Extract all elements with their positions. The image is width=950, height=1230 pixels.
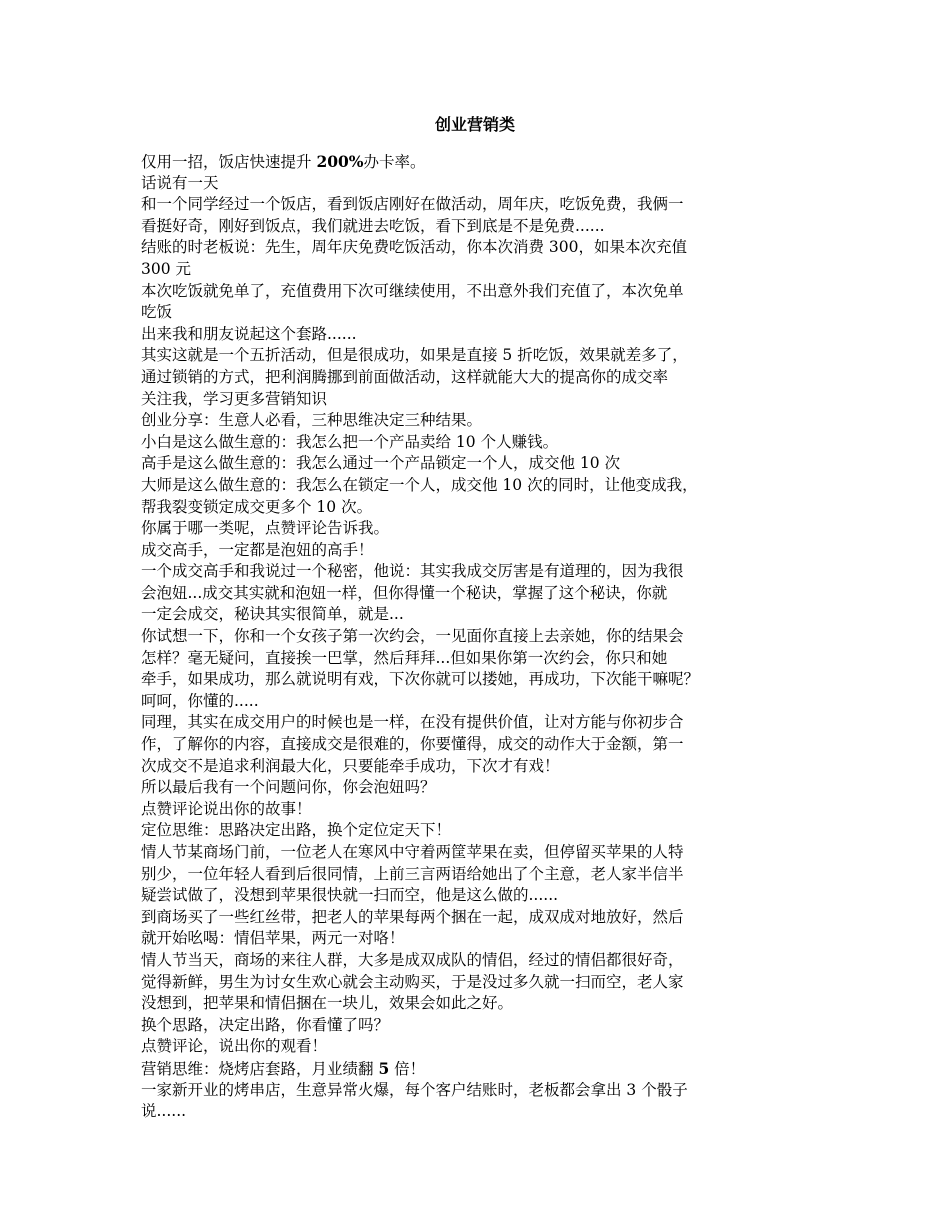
body-line: 情人节当天，商场的来往人群，大多是成双成队的情侣，经过的情侣都很好奇，: [141, 950, 684, 969]
line-text: 办卡率。: [363, 153, 426, 171]
body-line: 说......: [141, 1102, 187, 1121]
body-line: 换个思路，决定出路，你看懂了吗？: [141, 1015, 390, 1034]
body-line: 所以最后我有一个问题问你，你会泡妞吗？: [141, 778, 436, 797]
body-line: [141, 151, 809, 173]
line-text: 营销思维：烧烤店套路，月业绩翻: [141, 1059, 379, 1078]
body-line: 通过锁销的方式，把利润腾挪到前面做活动，这样就能大大的提高你的成交率: [141, 367, 669, 386]
body-line: 高手是这么做生意的：我怎么通过一个产品锁定一个人，成交他 10 次: [141, 454, 621, 473]
document-title: 创业营销类: [434, 115, 515, 134]
line-text: 仅用一招，饭店快速提升: [141, 153, 317, 171]
body-line: 帮我裂变锁定成交更多个 10 次。: [141, 497, 373, 516]
body-line: 怎样？毫无疑问，直接挨一巴掌，然后拜拜...但如果你第一次约会，你只和她: [141, 648, 668, 667]
body-line: 觉得新鲜，男生为讨女生欢心就会主动购买，于是没过多久就一扫而空，老人家: [141, 972, 684, 991]
body-line: 一家新开业的烤串店，生意异常火爆，每个客户结账时，老板都会拿出 3 个骰子: [141, 1080, 688, 1099]
body-line: 别少，一位年轻人看到后很同情，上前三言两语给她出了个主意，老人家半信半: [141, 864, 684, 883]
body-line: 你试想一下，你和一个女孩子第一次约会，一见面你直接上去亲她，你的结果会: [141, 627, 684, 646]
body-line: 本次吃饭就免单了，充值费用下次可继续使用，不出意外我们充值了，本次免单: [141, 281, 684, 300]
body-line: 出来我和朋友说起这个套路......: [141, 324, 357, 343]
body-line: 和一个同学经过一个饭店，看到饭店刚好在做活动，周年庆，吃饭免费，我俩一: [141, 195, 684, 214]
line-text: 倍！: [389, 1059, 426, 1078]
body-line: [141, 1058, 809, 1080]
body-line: 情人节某商场门前，一位老人在寒风中守着两筐苹果在卖，但停留买苹果的人特: [141, 843, 684, 861]
document-body: [141, 151, 809, 1123]
line-bold-text: 200%: [316, 152, 364, 171]
body-line: 就开始吆喝：情侣苹果，两元一对咯！: [141, 929, 405, 948]
body-line: 关注我，学习更多营销知识: [141, 389, 328, 408]
body-line: 定位思维：思路决定出路，换个定位定天下！: [141, 821, 452, 840]
body-line: 同理，其实在成交用户的时候也是一样，在没有提供价值，让对方能与你初步合: [141, 713, 684, 732]
body-line: 点赞评论，说出你的观看！: [141, 1037, 328, 1056]
body-line: 其实这就是一个五折活动，但是很成功，如果是直接 5 折吃饭，效果就差多了，: [141, 346, 688, 365]
body-line: 作，了解你的内容，直接成交是很难的，你要懂得，成交的动作大于金额，第一: [141, 735, 684, 754]
body-line: 看挺好奇，刚好到饭点，我们就进去吃饭，看下到底是不是免费......: [141, 216, 605, 235]
body-line: 没想到，把苹果和情侣捆在一块儿，效果会如此之好。: [141, 994, 514, 1013]
body-line: 结账的时老板说：先生，周年庆免费吃饭活动，你本次消费 300，如果本次充值: [141, 238, 688, 257]
body-line: 会泡妞...成交其实就和泡妞一样，但你得懂一个秘诀，掌握了这个秘诀，你就: [141, 583, 668, 602]
body-line: 到商场买了一些红丝带，把老人的苹果每两个捆在一起，成双成对地放好，然后: [141, 907, 684, 926]
body-line: 次成交不是追求利润最大化，只要能牵手成功，下次才有戏！: [141, 756, 560, 775]
body-line: 创业分享：生意人必看，三种思维决定三种结果。: [141, 411, 483, 430]
body-line: 成交高手，一定都是泡妞的高手！: [141, 540, 374, 559]
line-bold-text: 5: [378, 1058, 390, 1078]
body-line: 你属于哪一类呢，点赞评论告诉我。: [141, 519, 390, 538]
body-line: 一定会成交，秘诀其实很简单，就是...: [141, 605, 404, 624]
body-line: 一个成交高手和我说过一个秘密，他说：其实我成交厉害是有道理的，因为我很: [141, 562, 684, 581]
body-line: 牵手，如果成功，那么就说明有戏，下次你就可以搂她，再成功，下次能干嘛呢？: [141, 670, 700, 689]
body-line: 吃饭: [141, 303, 173, 322]
body-line: 大师是这么做生意的：我怎么在锁定一个人，成交他 10 次的同时，让他变成我，: [141, 475, 698, 494]
body-line: 话说有一天: [141, 173, 219, 192]
body-line: 小白是这么做生意的：我怎么把一个产品卖给 10 个人赚钱。: [141, 432, 559, 451]
body-line: 点赞评论说出你的故事！: [141, 799, 312, 818]
body-line: 呵呵，你懂的.....: [141, 691, 259, 710]
body-line: 300 元: [141, 259, 192, 278]
body-line: 疑尝试做了，没想到苹果很快就一扫而空，他是这么做的......: [141, 886, 559, 905]
